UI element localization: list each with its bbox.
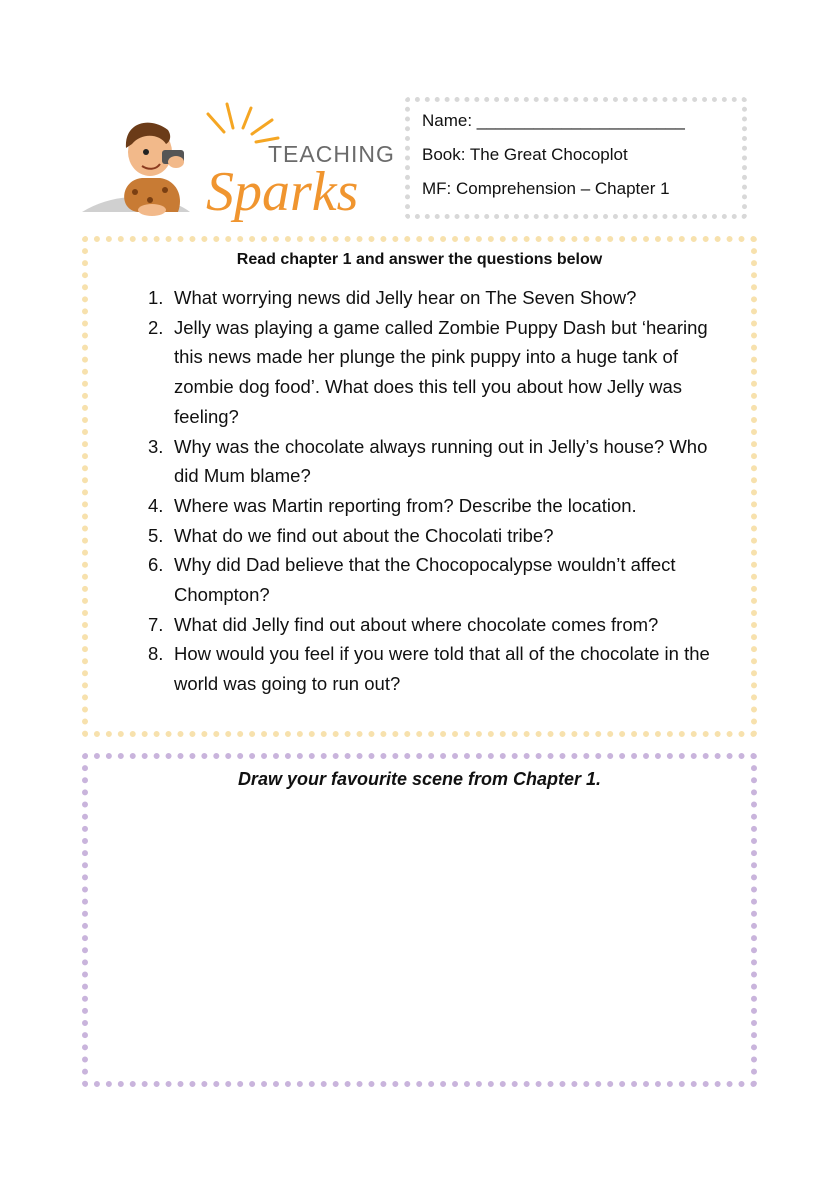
question-number: 2. [148,316,164,338]
teaching-sparks-logo [80,100,395,225]
question-number: 4. [148,494,164,516]
drawing-heading: Draw your favourite scene from Chapter 1. [237,769,602,789]
question-item [88,491,751,521]
question-text: How would you feel if you were told that all of the chocolate in the world was going to run out? [174,643,710,695]
questions-heading: Read chapter 1 and answer the questions below [236,251,603,268]
logo-word-sparks: Sparks [206,161,359,223]
question-number: 7. [148,613,164,635]
question-text: What did Jelly find out about where chocolate comes from? [174,613,659,635]
question-number: 1. [148,287,164,308]
logo-word-teaching: TEACHING [268,141,395,167]
question-number: 5. [148,524,164,546]
question-item [88,313,751,432]
question-item [88,432,751,491]
question-text: What worrying news did Jelly hear on The Seven Show? [174,287,637,308]
question-item [88,550,751,609]
name-field[interactable]: Name: ______________________ [422,111,685,130]
spark-rays-icon [208,104,278,142]
question-number: 3. [148,435,164,457]
student-info-box [405,97,747,219]
question-item [88,639,751,698]
question-item [88,610,751,640]
question-item [88,521,751,551]
question-item [88,283,751,313]
worksheet-subject: MF: Comprehension – Chapter 1 [422,179,670,198]
book-title: Book: The Great Chocoplot [422,145,628,164]
question-text: Jelly was playing a game called Zombie Puppy Dash but ‘hearing this news made her plunge the pink puppy into a huge tank of zombie dog food’. What does this tell you about how Jelly was feeling? [174,316,708,427]
question-list [88,283,751,699]
question-number: 6. [148,554,164,576]
question-text: Why did Dad believe that the Chocopocalypse wouldn’t affect Chompton? [174,554,676,606]
questions-section [82,236,757,737]
caveman-character-icon [124,123,184,216]
question-text: Where was Martin reporting from? Describe the location. [174,494,637,516]
question-number: 8. [148,643,164,665]
drawing-area[interactable] [82,753,757,1087]
question-text: What do we find out about the Chocolati tribe? [174,524,554,546]
question-text: Why was the chocolate always running out in Jelly’s house? Who did Mum blame? [174,435,708,487]
